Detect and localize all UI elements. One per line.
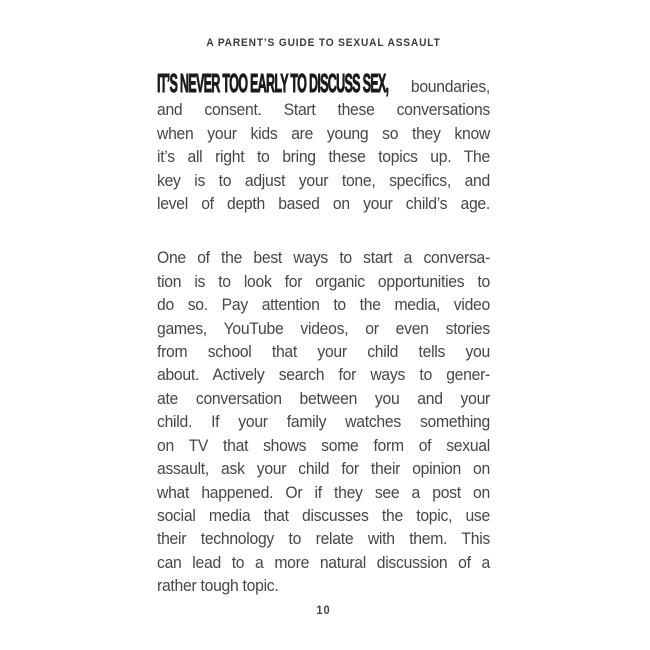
text-line: [157, 70, 490, 98]
text-line: games, YouTube videos, or even stories: [157, 318, 490, 338]
text-line: ate conversation between you and your: [157, 388, 490, 408]
text-line: level of depth based on your child’s age.: [157, 194, 490, 214]
body-text: [157, 70, 490, 598]
text-line: can lead to a more natural discussion of a: [157, 552, 490, 572]
text-line: about. Actively search for ways to gener-: [157, 365, 490, 385]
running-header: A PARENT’S GUIDE TO SEXUAL ASSAULT: [206, 37, 441, 49]
text-line: tion is to look for organic opportunities to: [157, 271, 490, 291]
text-line: One of the best ways to start a conversa-: [157, 248, 490, 268]
lead-in-heading: IT’S NEVER TOO EARLY TO DISCUSS SEX,: [157, 68, 389, 98]
lead-in-suffix-text: boundaries,: [410, 77, 490, 96]
text-line: do so. Pay attention to the media, video: [157, 295, 490, 315]
text-line: assault, ask your child for their opinion on: [157, 459, 490, 479]
text-line: and consent. Start these conversations: [157, 100, 490, 120]
text-line: key is to adjust your tone, specifics, and: [157, 170, 490, 190]
page-number: 10: [316, 603, 331, 617]
paragraph: [157, 70, 490, 215]
text-line: social media that discusses the topic, use: [157, 505, 490, 525]
text-line: rather tough topic.: [157, 576, 279, 596]
text-column: [157, 0, 490, 650]
text-line: it’s all right to bring these topics up. The: [157, 147, 490, 167]
text-line: their technology to relate with them. This: [157, 529, 490, 549]
paragraph: [157, 246, 490, 597]
text-line: child. If your family watches something: [157, 412, 490, 432]
text-line: when your kids are young so they know: [157, 123, 490, 143]
text-line: what happened. Or if they see a post on: [157, 482, 490, 502]
text-line: on TV that shows some form of sexual: [157, 435, 490, 455]
text-line: from school that your child tells you: [157, 342, 490, 362]
